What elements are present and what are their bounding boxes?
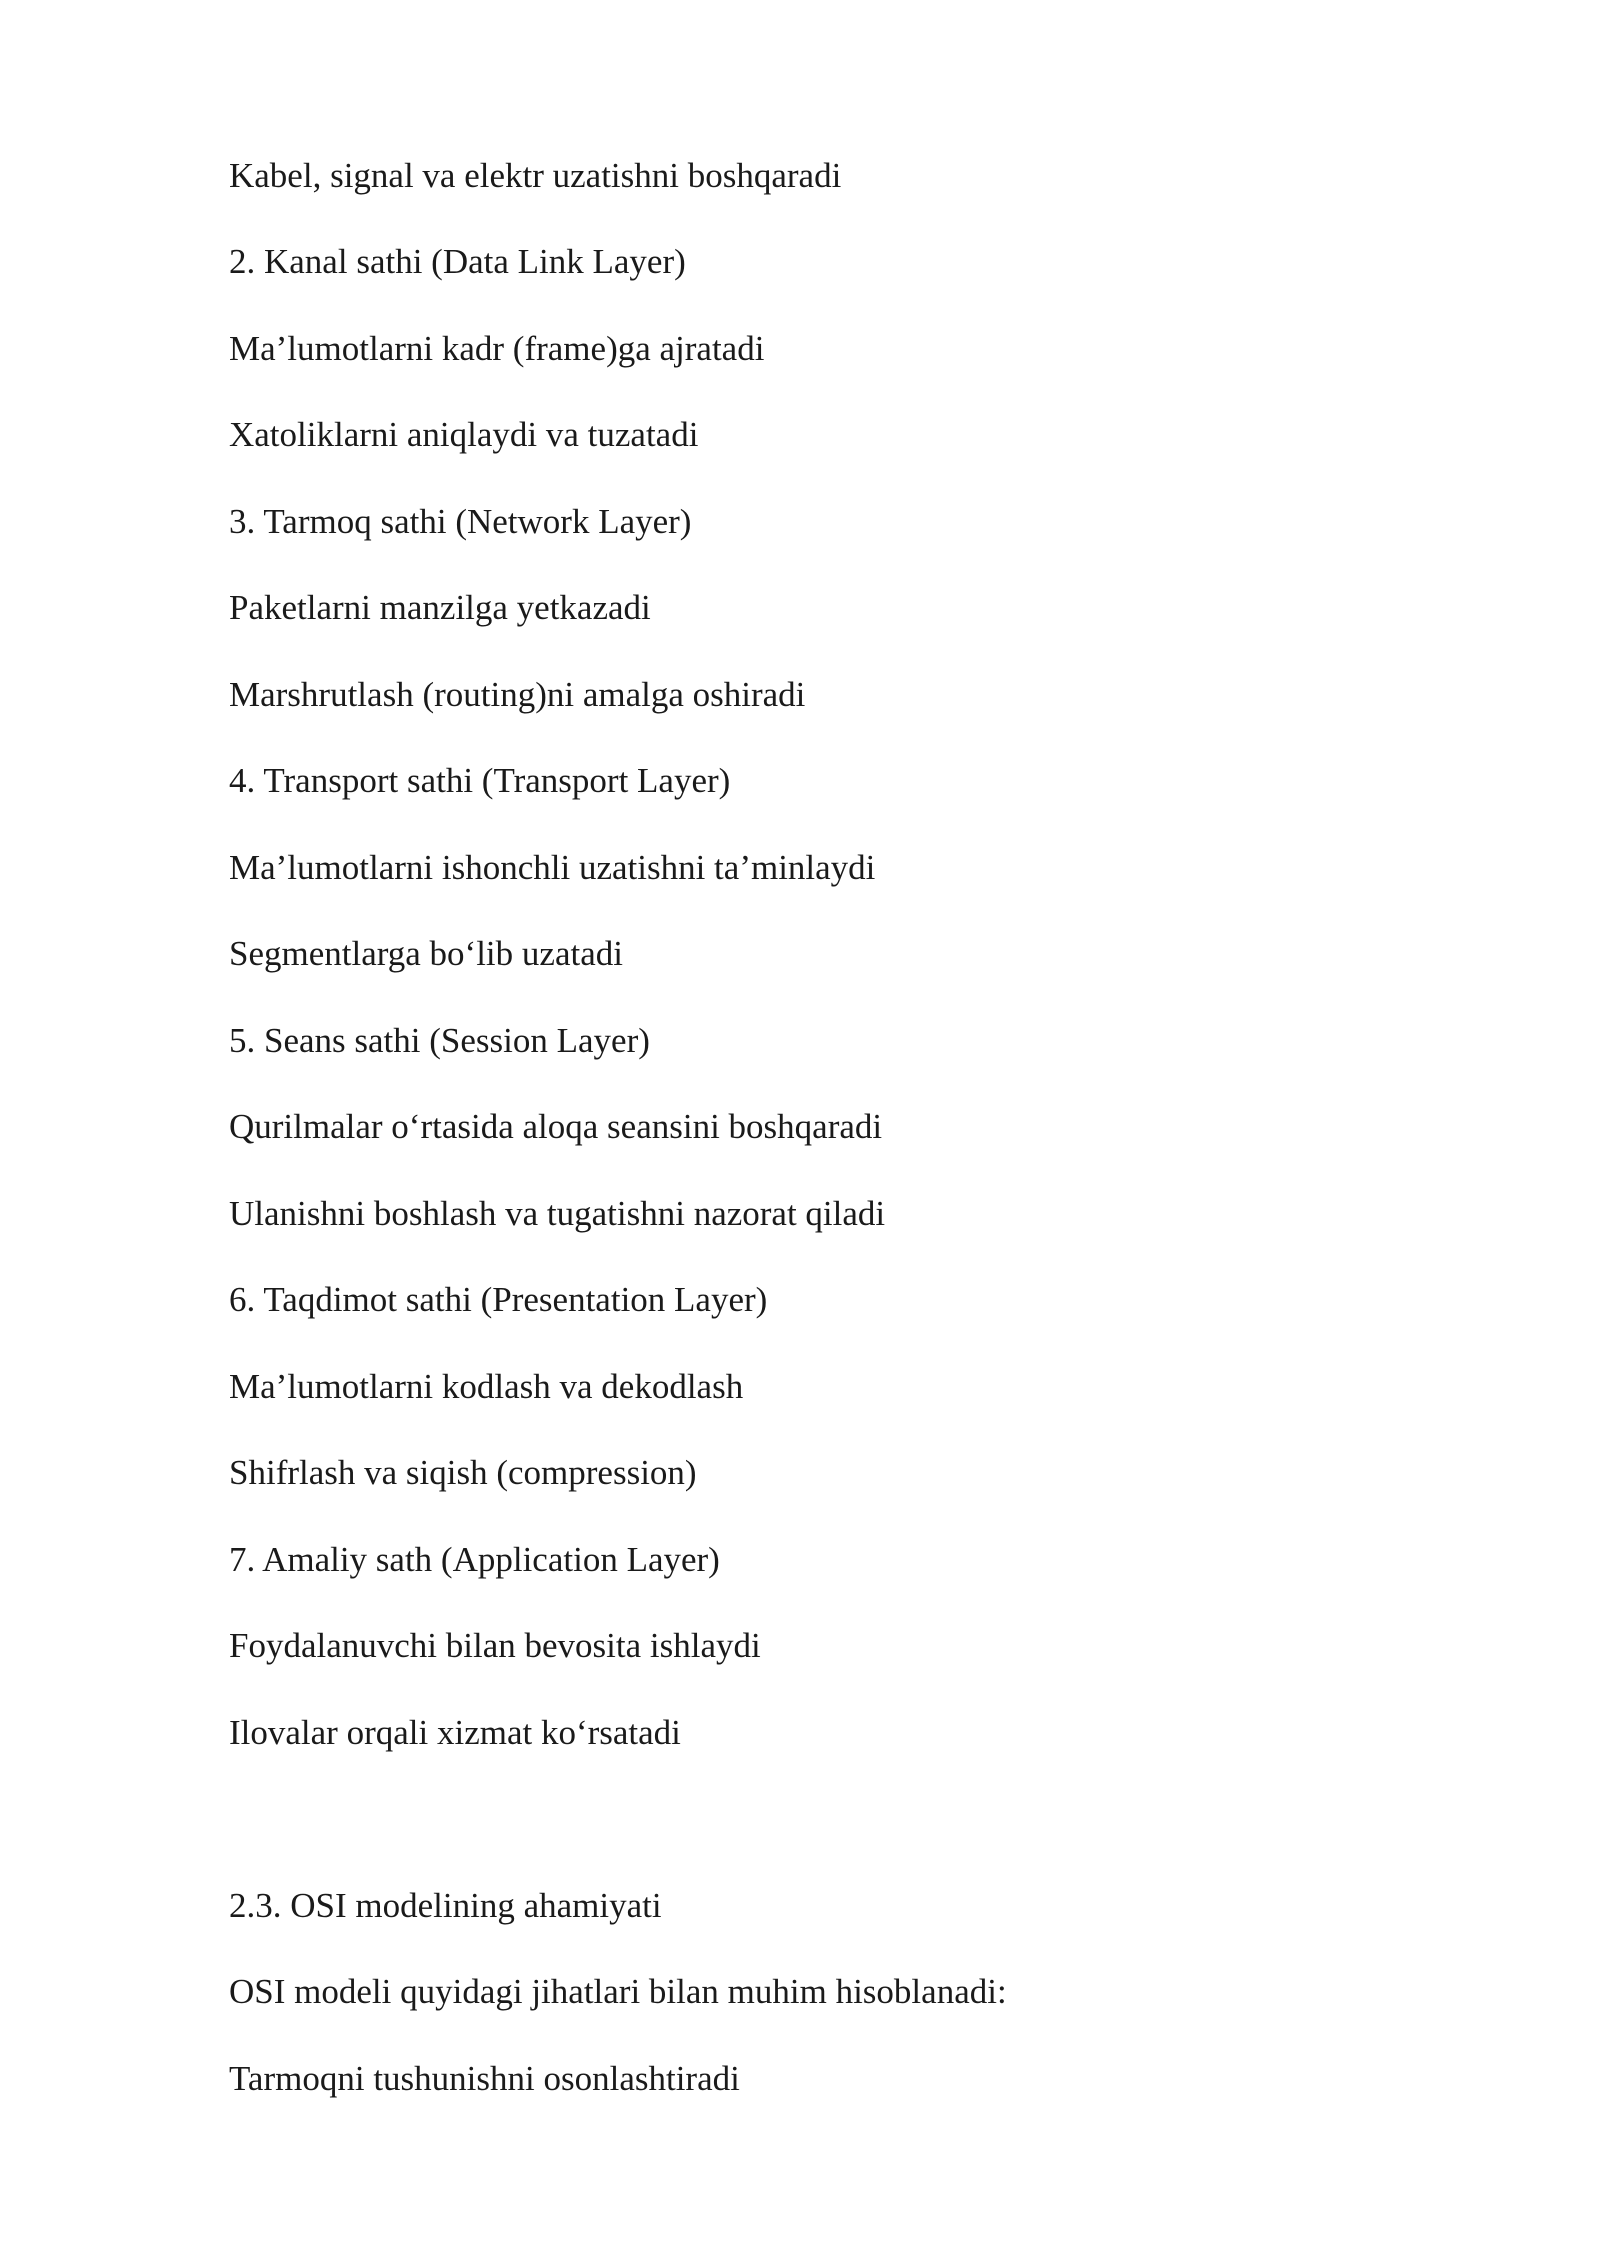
text-line: Ma’lumotlarni ishonchli uzatishni ta’minlaydi xyxy=(229,848,876,887)
text-line: OSI modeli quyidagi jihatlari bilan muhim hisoblanadi: xyxy=(229,1972,1007,2011)
section-heading: 3. Tarmoq sathi (Network Layer) xyxy=(229,502,692,541)
text-line: Marshrutlash (routing)ni amalga oshiradi xyxy=(229,675,806,714)
text-line: Ma’lumotlarni kadr (frame)ga ajratadi xyxy=(229,329,765,368)
section-heading: 2. Kanal sathi (Data Link Layer) xyxy=(229,242,686,281)
text-line: Paketlarni manzilga yetkazadi xyxy=(229,588,651,627)
text-line: Kabel, signal va elektr uzatishni boshqaradi xyxy=(229,156,842,195)
text-line: Ulanishni boshlash va tugatishni nazorat qiladi xyxy=(229,1194,886,1233)
section-heading: 4. Transport sathi (Transport Layer) xyxy=(229,761,731,800)
section-heading: 5. Seans sathi (Session Layer) xyxy=(229,1021,650,1060)
text-line: Xatoliklarni aniqlaydi va tuzatadi xyxy=(229,415,699,454)
text-line: Ma’lumotlarni kodlash va dekodlash xyxy=(229,1367,744,1406)
text-line: Foydalanuvchi bilan bevosita ishlaydi xyxy=(229,1626,761,1665)
section-heading: 6. Taqdimot sathi (Presentation Layer) xyxy=(229,1280,768,1319)
text-line: Tarmoqni tushunishni osonlashtiradi xyxy=(229,2059,740,2098)
text-line: Qurilmalar o‘rtasida aloqa seansini boshqaradi xyxy=(229,1107,883,1146)
text-line: Shifrlash va siqish (compression) xyxy=(229,1453,697,1492)
text-line: Segmentlarga bo‘lib uzatadi xyxy=(229,934,623,973)
text-line: Ilovalar orqali xizmat ko‘rsatadi xyxy=(229,1713,681,1752)
subsection-heading: 2.3. OSI modelining ahamiyati xyxy=(229,1886,662,1925)
section-heading: 7. Amaliy sath (Application Layer) xyxy=(229,1540,720,1579)
